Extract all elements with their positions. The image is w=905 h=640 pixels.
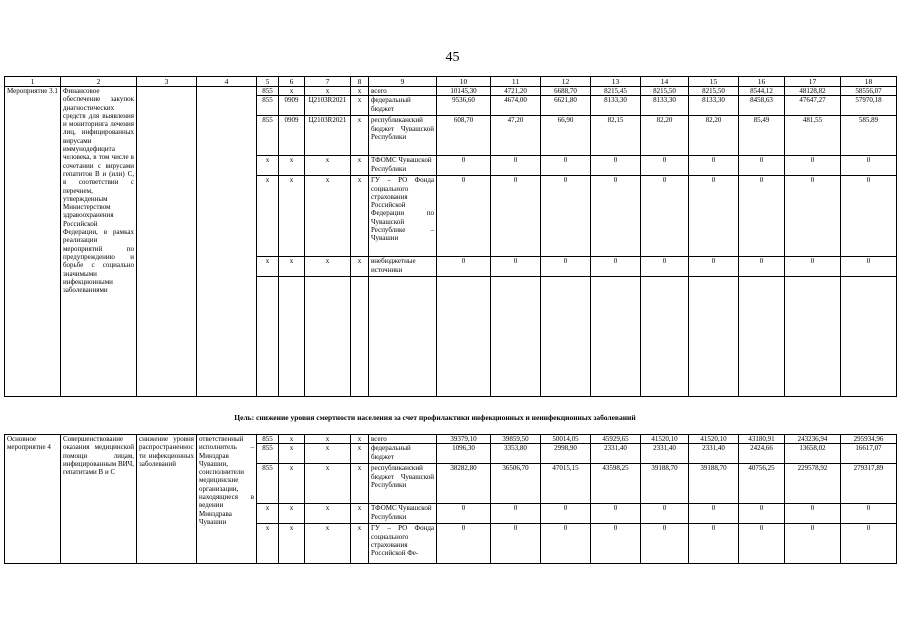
expense-group-cell: х	[351, 435, 369, 444]
target-article-cell: х	[305, 435, 351, 444]
value-cell: 0	[785, 504, 841, 524]
value-cell: 3353,80	[491, 444, 541, 464]
value-cell: 39188,70	[689, 464, 739, 504]
value-cell: 8133,30	[641, 96, 689, 116]
value-cell: 229578,92	[785, 464, 841, 504]
value-cell: 66,90	[541, 116, 591, 156]
value-cell: 0	[437, 257, 491, 277]
value-cell: 0	[785, 524, 841, 564]
col-num: 12	[541, 77, 591, 87]
value-cell: 279317,89	[841, 464, 897, 504]
value-cell: 10145,30	[437, 87, 491, 96]
value-cell: 0	[591, 504, 641, 524]
value-cell: 6621,80	[541, 96, 591, 116]
section-cell: х	[279, 524, 305, 564]
target-article-cell: х	[305, 464, 351, 504]
value-cell: 0	[591, 156, 641, 176]
value-cell: 0	[739, 176, 785, 257]
source-cell: республиканский бюджет Чувашской Республики	[369, 116, 437, 156]
expense-group-cell: х	[351, 444, 369, 464]
value-cell: 0	[785, 156, 841, 176]
goal-indicator-cell	[137, 87, 197, 397]
col-num: 3	[137, 77, 197, 87]
value-cell: 8133,30	[591, 96, 641, 116]
col-num: 2	[61, 77, 137, 87]
value-cell: 0	[641, 504, 689, 524]
value-cell: 47015,15	[541, 464, 591, 504]
grbs-cell: х	[257, 156, 279, 176]
col-num: 1	[5, 77, 61, 87]
col-num: 9	[369, 77, 437, 87]
value-cell: 0	[437, 176, 491, 257]
value-cell: 0	[641, 156, 689, 176]
value-cell: 295934,96	[841, 435, 897, 444]
value-cell: 0	[641, 176, 689, 257]
section-cell: 0909	[279, 96, 305, 116]
value-cell: 38282,80	[437, 464, 491, 504]
section-cell: х	[279, 444, 305, 464]
value-cell: 0	[841, 176, 897, 257]
value-cell: 0	[541, 156, 591, 176]
target-article-cell: х	[305, 156, 351, 176]
value-cell: 39859,50	[491, 435, 541, 444]
budget-table-part1	[4, 76, 897, 397]
value-cell: 1096,30	[437, 444, 491, 464]
value-cell: 0	[591, 257, 641, 277]
value-cell: 0	[689, 176, 739, 257]
value-cell: 0	[541, 504, 591, 524]
expense-group-cell: х	[351, 96, 369, 116]
col-num: 13	[591, 77, 641, 87]
expense-group-cell: х	[351, 176, 369, 257]
grbs-cell: 855	[257, 116, 279, 156]
grbs-cell: 855	[257, 96, 279, 116]
value-cell: 4674,00	[491, 96, 541, 116]
col-num: 4	[197, 77, 257, 87]
value-cell: 0	[739, 524, 785, 564]
source-cell: республиканский бюджет Чувашской Республики	[369, 464, 437, 504]
grbs-cell: х	[257, 257, 279, 277]
value-cell: 41520,10	[641, 435, 689, 444]
expense-group-cell: х	[351, 504, 369, 524]
value-cell: 2331,40	[641, 444, 689, 464]
value-cell: 40756,25	[739, 464, 785, 504]
value-cell: 0	[437, 504, 491, 524]
source-cell: федеральный бюджет	[369, 444, 437, 464]
grbs-cell: 855	[257, 444, 279, 464]
value-cell: 82,15	[591, 116, 641, 156]
expense-group-cell: х	[351, 257, 369, 277]
target-article-cell: х	[305, 504, 351, 524]
value-cell: 8215,50	[641, 87, 689, 96]
value-cell: 0	[491, 156, 541, 176]
value-cell: 0	[739, 257, 785, 277]
col-num: 8	[351, 77, 369, 87]
value-cell: 0	[841, 524, 897, 564]
col-num: 16	[739, 77, 785, 87]
value-cell: 0	[689, 156, 739, 176]
target-article-cell: х	[305, 87, 351, 96]
value-cell: 2331,40	[689, 444, 739, 464]
table-row	[5, 87, 897, 96]
goal-heading: Цель: снижение уровня смертности населения за счет профилактики инфекционных и неинфекционных заболеваний	[234, 413, 636, 422]
budget-table-part2	[4, 434, 897, 564]
activity-type-cell: Мероприятие 3.1	[5, 87, 61, 397]
col-num: 17	[785, 77, 841, 87]
target-article-cell: Ц2103R2021	[305, 96, 351, 116]
value-cell: 0	[541, 176, 591, 257]
value-cell: 0	[541, 257, 591, 277]
expense-group-cell: х	[351, 464, 369, 504]
target-article-cell: Ц2103R2021	[305, 116, 351, 156]
target-article-cell: х	[305, 444, 351, 464]
source-cell: ТФОМС Чувашской Республики	[369, 156, 437, 176]
value-cell: 2424,66	[739, 444, 785, 464]
executor-cell	[197, 87, 257, 397]
value-cell: 41520,10	[689, 435, 739, 444]
grbs-cell: х	[257, 176, 279, 257]
section-cell: х	[279, 504, 305, 524]
target-article-cell: х	[305, 524, 351, 564]
source-cell: ТФОМС Чувашской Республики	[369, 504, 437, 524]
value-cell: 0	[641, 257, 689, 277]
value-cell: 0	[641, 524, 689, 564]
value-cell: 45929,65	[591, 435, 641, 444]
value-cell: 0	[841, 504, 897, 524]
value-cell: 0	[491, 504, 541, 524]
page-number: 45	[445, 50, 460, 65]
col-num: 18	[841, 77, 897, 87]
expense-group-cell: х	[351, 156, 369, 176]
column-number-row	[5, 77, 897, 87]
value-cell: 36506,70	[491, 464, 541, 504]
value-cell: 0	[541, 524, 591, 564]
value-cell: 58556,07	[841, 87, 897, 96]
value-cell: 16617,07	[841, 444, 897, 464]
value-cell: 6688,70	[541, 87, 591, 96]
value-cell: 0	[491, 257, 541, 277]
source-cell: федеральный бюджет	[369, 96, 437, 116]
value-cell: 608,70	[437, 116, 491, 156]
value-cell: 4721,20	[491, 87, 541, 96]
value-cell: 43598,25	[591, 464, 641, 504]
activity-type-cell: Основное мероприятие 4	[5, 435, 61, 564]
value-cell: 0	[739, 156, 785, 176]
value-cell: 47647,27	[785, 96, 841, 116]
grbs-cell: х	[257, 524, 279, 564]
section-cell: х	[279, 464, 305, 504]
activity-name-cell: Финансовое обеспечение закупок диагностических средств для выявления и мониторинга лечения лиц, инфицированных вирусами иммунодефицита человека, в том числе в сочетании с вирусами гепатитов В и (или) С, в соответствии с перечнем, утвержденным Министерством здравоохранения Российской Федерации, в рамках реализации мероприятий по предупреждению и борьбе с социально значимыми инфекционными заболеваниями	[61, 87, 137, 397]
value-cell: 0	[591, 176, 641, 257]
value-cell: 43180,91	[739, 435, 785, 444]
goal-indicator-cell: снижение уровня распространенности инфекционных заболеваний	[137, 435, 197, 564]
value-cell: 0	[689, 524, 739, 564]
grbs-cell: 855	[257, 87, 279, 96]
source-cell: внебюджетные источники	[369, 257, 437, 277]
executor-cell: ответственный исполнитель – Минздрав Чувашии, соисполнители медицинские организации, находящиеся в ведении Минздрава Чувашии	[197, 435, 257, 564]
grbs-cell: 855	[257, 435, 279, 444]
source-cell: всего	[369, 87, 437, 96]
value-cell: 0	[841, 156, 897, 176]
value-cell: 8215,45	[591, 87, 641, 96]
value-cell: 0	[491, 176, 541, 257]
value-cell: 585,89	[841, 116, 897, 156]
value-cell: 47,20	[491, 116, 541, 156]
value-cell: 0	[689, 257, 739, 277]
value-cell: 8215,50	[689, 87, 739, 96]
section-cell: х	[279, 176, 305, 257]
source-cell: ГУ – РО Фонда социального страхования Российской Федерации по Чувашской Республике – Чувашии	[369, 176, 437, 257]
value-cell: 0	[841, 257, 897, 277]
value-cell: 50014,05	[541, 435, 591, 444]
grbs-cell: х	[257, 504, 279, 524]
value-cell: 481,55	[785, 116, 841, 156]
value-cell: 0	[491, 524, 541, 564]
col-num: 6	[279, 77, 305, 87]
section-cell: х	[279, 87, 305, 96]
value-cell: 2998,90	[541, 444, 591, 464]
target-article-cell: х	[305, 176, 351, 257]
value-cell: 0	[739, 504, 785, 524]
value-cell: 9536,60	[437, 96, 491, 116]
value-cell: 48128,82	[785, 87, 841, 96]
value-cell: 8544,12	[739, 87, 785, 96]
value-cell: 82,20	[689, 116, 739, 156]
expense-group-cell: х	[351, 116, 369, 156]
expense-group-cell: х	[351, 87, 369, 96]
value-cell: 85,49	[739, 116, 785, 156]
value-cell: 39188,70	[641, 464, 689, 504]
section-cell: х	[279, 435, 305, 444]
value-cell: 39379,10	[437, 435, 491, 444]
value-cell: 57970,18	[841, 96, 897, 116]
value-cell: 0	[689, 504, 739, 524]
section-cell: х	[279, 156, 305, 176]
table-row	[5, 435, 897, 444]
col-num: 7	[305, 77, 351, 87]
value-cell: 2331,40	[591, 444, 641, 464]
section-cell: х	[279, 257, 305, 277]
col-num: 11	[491, 77, 541, 87]
section-cell: 0909	[279, 116, 305, 156]
col-num: 10	[437, 77, 491, 87]
col-num: 5	[257, 77, 279, 87]
value-cell: 13658,02	[785, 444, 841, 464]
col-num: 15	[689, 77, 739, 87]
value-cell: 82,20	[641, 116, 689, 156]
target-article-cell: х	[305, 257, 351, 277]
grbs-cell: 855	[257, 464, 279, 504]
value-cell: 0	[437, 524, 491, 564]
value-cell: 0	[785, 257, 841, 277]
source-cell: всего	[369, 435, 437, 444]
col-num: 14	[641, 77, 689, 87]
value-cell: 243236,94	[785, 435, 841, 444]
value-cell: 0	[437, 156, 491, 176]
value-cell: 0	[785, 176, 841, 257]
value-cell: 8458,63	[739, 96, 785, 116]
activity-name-cell: Совершенствование оказания медицинской помощи лицам, инфицированным ВИЧ, гепатитами В и С	[61, 435, 137, 564]
expense-group-cell: х	[351, 524, 369, 564]
source-cell: ГУ – РО Фонда социального страхования Российской Фе-	[369, 524, 437, 564]
value-cell: 0	[591, 524, 641, 564]
value-cell: 8133,30	[689, 96, 739, 116]
